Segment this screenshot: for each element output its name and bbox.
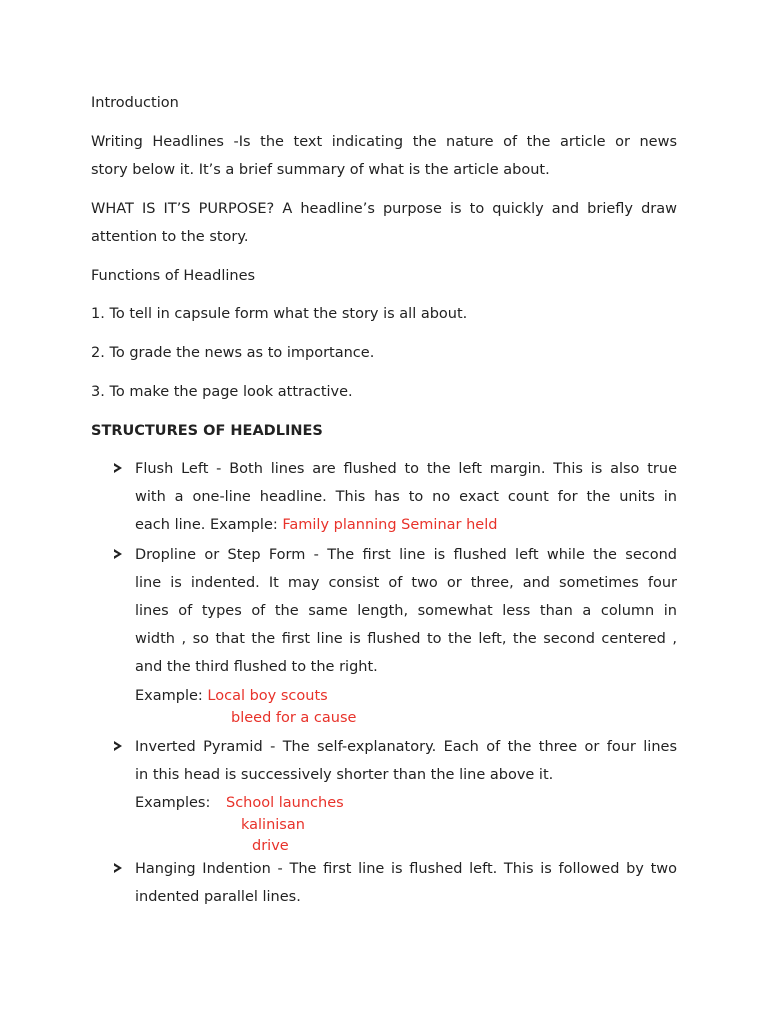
flush-left-line2: with a one-line headline. This has to no exact count for the units in bbox=[135, 489, 677, 505]
function-item: 2. To grade the news as to importance. bbox=[91, 345, 375, 361]
introduction-heading: Introduction bbox=[91, 95, 179, 111]
dropline-example-text2: bleed for a cause bbox=[231, 710, 357, 726]
structures-heading: STRUCTURES OF HEADLINES bbox=[91, 423, 323, 439]
inverted-pyramid-example-text3: drive bbox=[252, 838, 289, 854]
flush-left-line3-prefix: each line. Example: bbox=[135, 517, 283, 533]
dropline-line5: and the third flushed to the right. bbox=[135, 659, 378, 675]
para1-line1: Writing Headlines -Is the text indicating the nature of the article or news bbox=[91, 134, 677, 150]
hanging-indention-line2: indented parallel lines. bbox=[135, 889, 301, 905]
arrow-bullet-icon bbox=[112, 548, 124, 560]
inverted-pyramid-line1: Inverted Pyramid - The self-explanatory. Each of the three or four lines bbox=[135, 739, 677, 755]
flush-left-line1: Flush Left - Both lines are flushed to the left margin. This is also true bbox=[135, 461, 677, 477]
dropline-line1: Dropline or Step Form - The first line is flushed left while the second bbox=[135, 547, 677, 563]
arrow-bullet-icon bbox=[112, 462, 124, 474]
functions-heading: Functions of Headlines bbox=[91, 268, 256, 284]
hanging-indention-line1: Hanging Indention - The first line is flushed left. This is followed by two bbox=[135, 861, 677, 877]
para2-line2: attention to the story. bbox=[91, 229, 249, 245]
flush-left-example: Family planning Seminar held bbox=[282, 517, 498, 533]
inverted-pyramid-example-text1: School launches bbox=[226, 795, 344, 811]
flush-left-line3 bbox=[135, 515, 497, 535]
function-item: 3. To make the page look attractive. bbox=[91, 384, 353, 400]
dropline-line4: width , so that the first line is flushed to the left, the second centered , bbox=[135, 631, 677, 647]
para1-line2: story below it. It’s a brief summary of what is the article about. bbox=[91, 162, 550, 178]
arrow-bullet-icon bbox=[112, 862, 124, 874]
inverted-pyramid-example-label: Examples: bbox=[135, 795, 211, 811]
arrow-bullet-icon bbox=[112, 740, 124, 752]
inverted-pyramid-line2: in this head is successively shorter than the line above it. bbox=[135, 767, 554, 783]
dropline-line3: lines of types of the same length, somewhat less than a column in bbox=[135, 603, 677, 619]
inverted-pyramid-example-text2: kalinisan bbox=[241, 817, 305, 833]
dropline-example-line1 bbox=[135, 686, 328, 706]
function-item: 1. To tell in capsule form what the story is all about. bbox=[91, 306, 468, 322]
dropline-example-text1: Local boy scouts bbox=[207, 688, 328, 704]
para2-line1: WHAT IS IT’S PURPOSE? A headline’s purpose is to quickly and briefly draw bbox=[91, 201, 677, 217]
dropline-line2: line is indented. It may consist of two or three, and sometimes four bbox=[135, 575, 677, 591]
dropline-example-label: Example: bbox=[135, 688, 208, 704]
